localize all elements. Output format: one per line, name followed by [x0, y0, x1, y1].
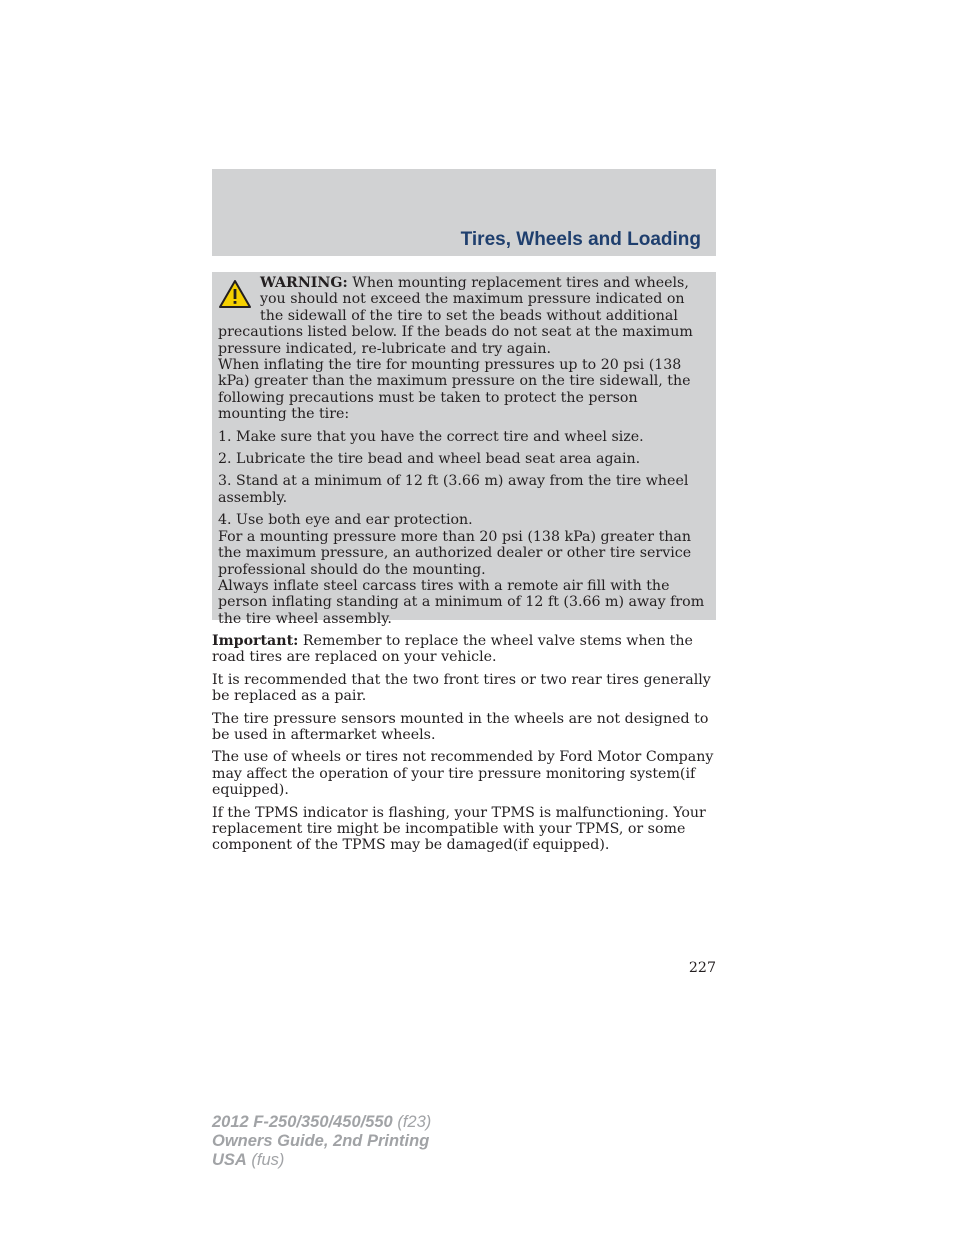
footer-guide-line: Owners Guide, 2nd Printing — [212, 1132, 430, 1150]
warning-intro-text: When mounting replacement tires and wheels, you should not exceed the maximum pressure indicated on the sidewall of the tire to set the beads without additional precautions listed below. If the beads do not seat at the maximum pressure indicated, re-lubricate and try again. — [218, 275, 693, 357]
paragraph-tpms-flashing: If the TPMS indicator is flashing, your TPMS is malfunctioning. Your replacement tire might be incompatible with your TPMS, or some component of the TPMS may be damaged(if equipped). — [212, 804, 706, 854]
warning-step-1: 1. Make sure that you have the correct tire and wheel size. — [218, 428, 644, 445]
page-number: 227 — [688, 960, 716, 976]
footer — [212, 1113, 431, 1170]
paragraph-non-recommended-wheels: The use of wheels or tires not recommended by Ford Motor Company may affect the operation of your tire pressure monitoring system(if equipped). — [212, 749, 714, 799]
warning-triangle-icon — [218, 279, 252, 309]
footer-market-code: (fus) — [246, 1151, 285, 1169]
important-label: Important: — [212, 633, 299, 649]
warning-box — [212, 272, 716, 627]
warning-dealer-mounting: For a mounting pressure more than 20 psi (138 kPa) greater than the maximum pressure, an authorized dealer or other tire service professional should do the mounting. — [218, 528, 692, 578]
footer-model-code: (f23) — [392, 1113, 432, 1131]
section-header-band — [212, 169, 716, 256]
warning-remote-air-fill: Always inflate steel carcass tires with a remote air fill with the person inflating standing at a minimum of 12 ft (3.66 m) away from the tire wheel assembly. — [218, 577, 705, 627]
warning-step-4: 4. Use both eye and ear protection. — [218, 512, 473, 529]
warning-intro — [218, 275, 710, 357]
warning-step-2: 2. Lubricate the tire bead and wheel bead seat area again. — [218, 451, 641, 468]
body-text — [212, 633, 716, 860]
footer-market: USA — [212, 1151, 247, 1169]
footer-model-line — [212, 1113, 431, 1132]
warning-inflation-precautions: When inflating the tire for mounting pressures up to 20 psi (138 kPa) greater than the maximum pressure on the tire sidewall, the following precautions must be taken to protect the person mounting the tire: — [218, 357, 691, 423]
section-title: Tires, Wheels and Loading — [460, 229, 701, 250]
warning-label: WARNING: — [260, 275, 348, 291]
footer-market-line — [212, 1151, 431, 1170]
important-note — [212, 633, 716, 666]
paragraph-tire-pairs: It is recommended that the two front tires or two rear tires generally be replaced as a pair. — [212, 671, 711, 705]
important-text: Remember to replace the wheel valve stems when the road tires are replaced on your vehicle. — [212, 633, 693, 666]
paragraph-pressure-sensors: The tire pressure sensors mounted in the wheels are not designed to be used in aftermarket wheels. — [212, 710, 709, 744]
footer-model: 2012 F-250/350/450/550 — [212, 1113, 393, 1131]
warning-step-3: 3. Stand at a minimum of 12 ft (3.66 m) away from the tire wheel assembly. — [218, 473, 689, 506]
